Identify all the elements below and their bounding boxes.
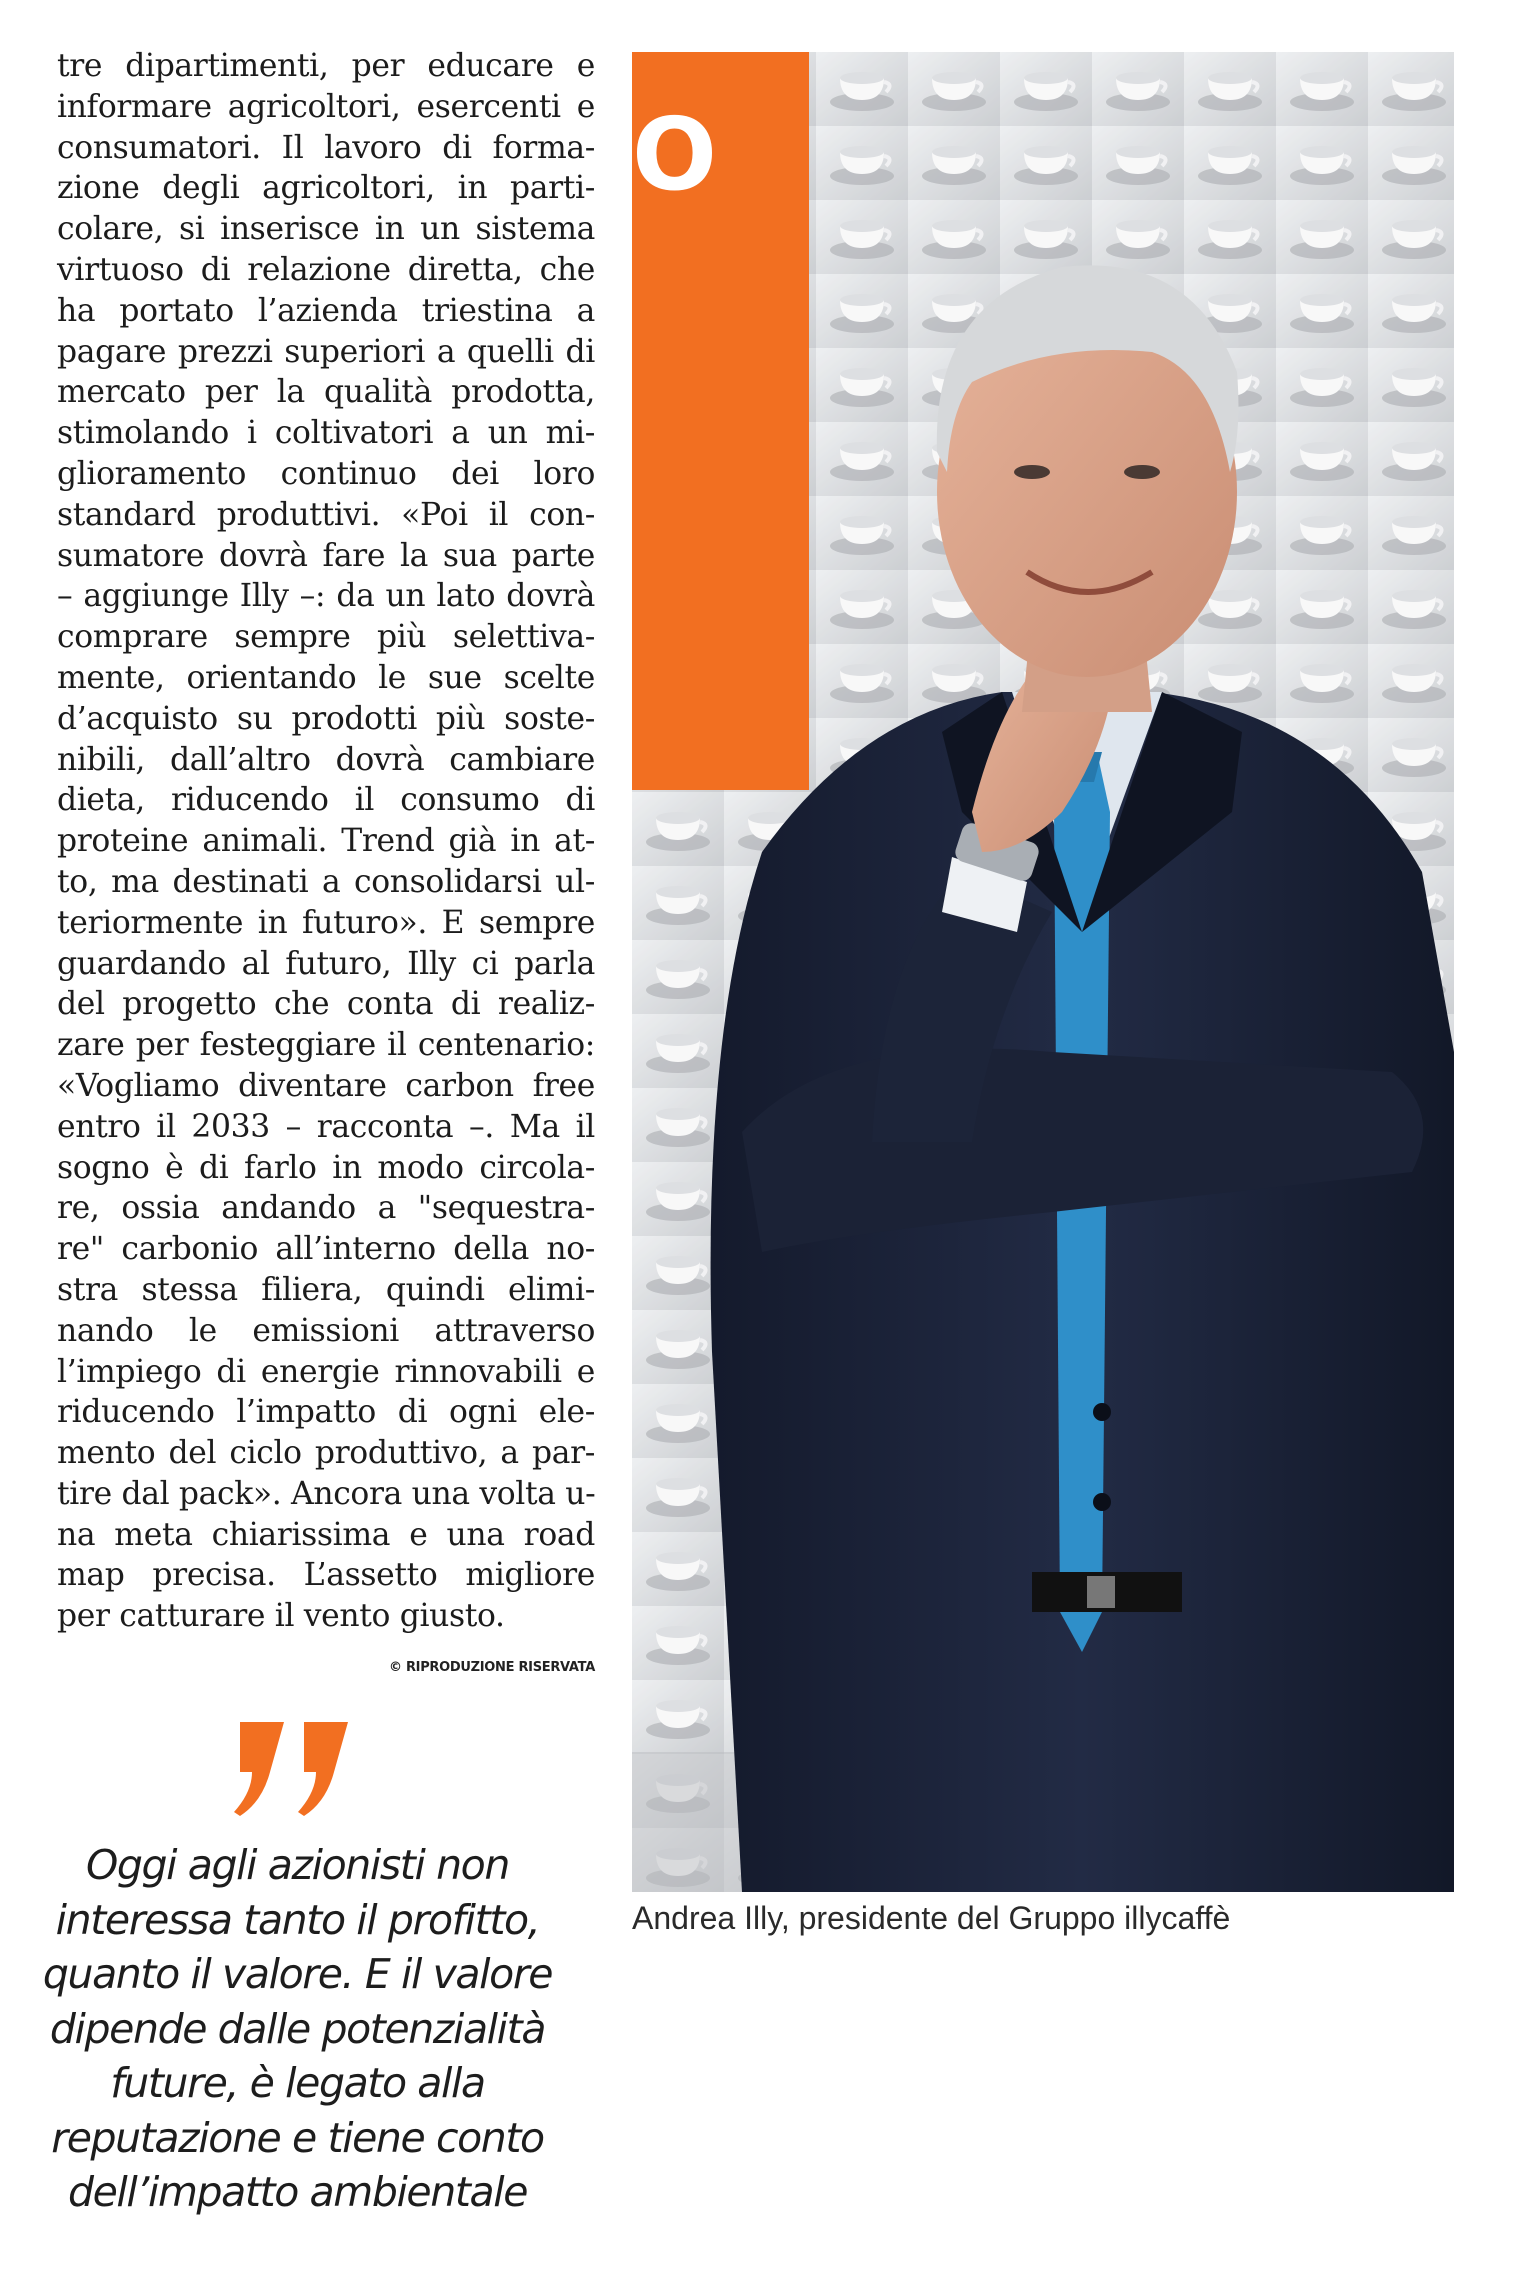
article-line: – aggiunge Illy –: da un lato dovrà bbox=[57, 578, 595, 615]
article-line: tire dal pack». Ancora una volta u- bbox=[57, 1475, 596, 1512]
article-line: l’impiego di energie rinnovabili e bbox=[57, 1353, 595, 1390]
article-line: map precisa. L’assetto migliore bbox=[57, 1557, 595, 1594]
article-line: colare, si inserisce in un sistema bbox=[57, 211, 595, 248]
banner-letter: O bbox=[632, 96, 714, 213]
article-line: dieta, riducendo il consumo di bbox=[57, 782, 595, 819]
article-line: ha portato l’azienda triestina a bbox=[57, 292, 595, 329]
article-line: mento del ciclo produttivo, a par- bbox=[57, 1435, 595, 1472]
article-line: sogno è di farlo in modo circola- bbox=[57, 1149, 595, 1186]
article-line: stra stessa filiera, quindi elimi- bbox=[57, 1271, 595, 1308]
article-line: na meta chiarissima e una road bbox=[57, 1516, 595, 1553]
pull-quote bbox=[30, 1838, 565, 2220]
article-line: zare per festeggiare il centenario: bbox=[57, 1027, 595, 1064]
pull-quote-line: dell’impatto ambientale bbox=[67, 2168, 528, 2216]
article-line: standard produttivi. «Poi il con- bbox=[57, 496, 595, 533]
article-line: teriormente in futuro». E sempre bbox=[57, 904, 595, 941]
article-line: mercato per la qualità prodotta, bbox=[57, 374, 595, 411]
article-line: sumatore dovrà fare la sua parte bbox=[57, 537, 595, 574]
photo-caption: Andrea Illy, presidente del Gruppo illycaffè bbox=[632, 1900, 1231, 1936]
article-line: nando le emissioni attraverso bbox=[57, 1312, 595, 1349]
article-line: mente, orientando le sue scelte bbox=[57, 659, 595, 696]
article-line: informare agricoltori, esercenti e bbox=[57, 88, 595, 125]
article-line: virtuoso di relazione diretta, che bbox=[57, 251, 595, 288]
article-line: tre dipartimenti, per educare e bbox=[57, 48, 595, 84]
pull-quote-line: dipende dalle potenzialità bbox=[49, 2004, 546, 2053]
article-line: re" carbonio all’interno della no- bbox=[57, 1231, 595, 1268]
article-line: del progetto che conta di realiz- bbox=[57, 986, 595, 1023]
article-line: proteine animali. Trend già in at- bbox=[57, 823, 595, 860]
article-line: per catturare il vento giusto. bbox=[57, 1598, 505, 1635]
pull-quote-line: interessa tanto il profitto, bbox=[55, 1895, 540, 1944]
pull-quote-line: quanto il valore. E il valore bbox=[42, 1950, 553, 1998]
article-line: entro il 2033 – racconta –. Ma il bbox=[57, 1108, 595, 1145]
article-line: zione degli agricoltori, in parti- bbox=[57, 170, 595, 207]
quotation-mark-icon bbox=[232, 1720, 362, 1820]
article-line: to, ma destinati a consolidarsi ul- bbox=[57, 863, 595, 900]
article-line: comprare sempre più selettiva- bbox=[57, 619, 595, 656]
pull-quote-line: Oggi agli azionisti non bbox=[86, 1841, 509, 1889]
article-line: «Vogliamo diventare carbon free bbox=[57, 1067, 595, 1104]
article-line: consumatori. Il lavoro di forma- bbox=[57, 129, 595, 166]
article-body bbox=[57, 46, 595, 1637]
article-line: guardando al futuro, Illy ci parla bbox=[57, 945, 595, 982]
article-line: nibili, dall’altro dovrà cambiare bbox=[57, 741, 595, 778]
article-line: riducendo l’impatto di ogni ele- bbox=[57, 1394, 595, 1431]
pull-quote-line: future, è legato alla bbox=[110, 2059, 485, 2107]
article-line: d’acquisto su prodotti più soste- bbox=[57, 700, 595, 737]
article-line: pagare prezzi superiori a quelli di bbox=[57, 333, 595, 370]
article-line: glioramento continuo dei loro bbox=[57, 455, 595, 492]
article-line: re, ossia andando a "sequestra- bbox=[57, 1190, 595, 1227]
pull-quote-line: reputazione e tiene conto bbox=[51, 2113, 544, 2162]
copyright-notice: © RIPRODUZIONE RISERVATA bbox=[389, 1660, 595, 1675]
article-line: stimolando i coltivatori a un mi- bbox=[57, 415, 595, 452]
